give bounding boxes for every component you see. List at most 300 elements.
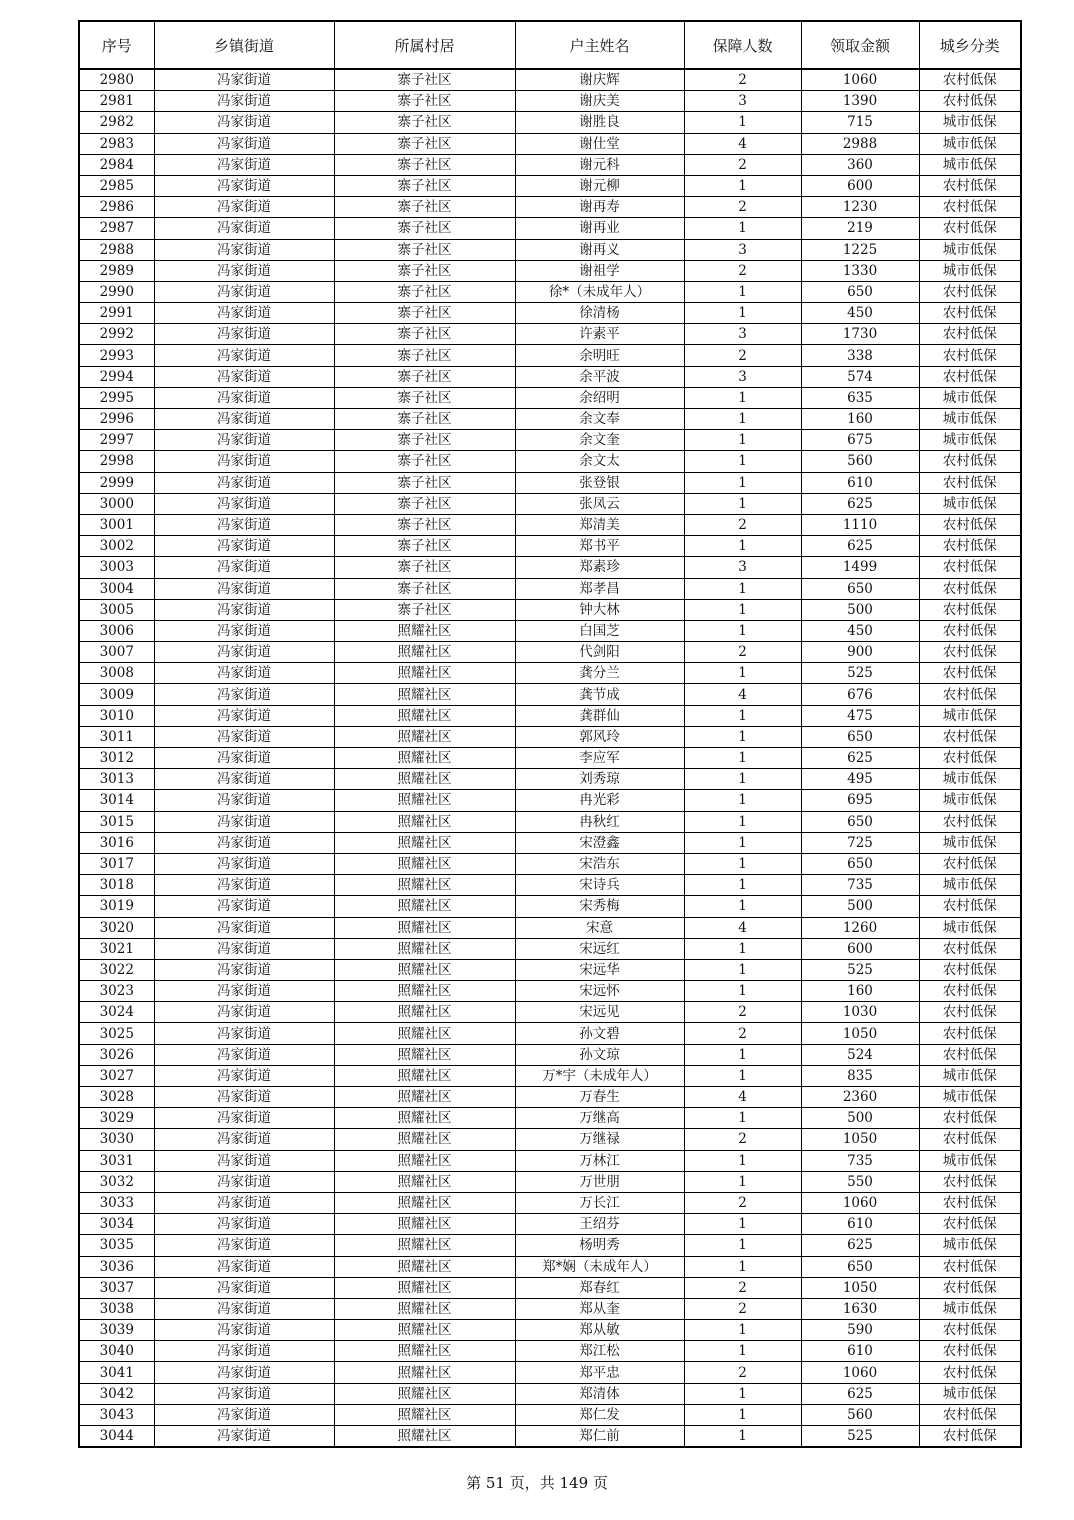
- header-col-category: 城乡分类: [919, 21, 1021, 69]
- cell-col-persons: 1: [684, 451, 801, 472]
- cell-col-township: 冯家街道: [154, 726, 334, 747]
- cell-col-amount: 525: [801, 959, 919, 980]
- table-row: [79, 663, 1021, 684]
- cell-col-amount: 500: [801, 896, 919, 917]
- cell-col-category: 农村低保: [919, 620, 1021, 641]
- cell-col-village: 照耀社区: [334, 726, 515, 747]
- cell-col-householder: 余平波: [515, 366, 684, 387]
- cell-col-village: 寨子社区: [334, 281, 515, 302]
- table-row: [79, 938, 1021, 959]
- cell-col-persons: 2: [684, 1129, 801, 1150]
- cell-col-village: 寨子社区: [334, 387, 515, 408]
- cell-col-index: 3020: [79, 917, 154, 938]
- cell-col-persons: 1: [684, 811, 801, 832]
- cell-col-township: 冯家街道: [154, 366, 334, 387]
- cell-col-village: 照耀社区: [334, 1044, 515, 1065]
- cell-col-persons: 1: [684, 303, 801, 324]
- table-row: [79, 684, 1021, 705]
- cell-col-persons: 1: [684, 218, 801, 239]
- cell-col-index: 3041: [79, 1362, 154, 1383]
- cell-col-category: 农村低保: [919, 1192, 1021, 1213]
- cell-col-township: 冯家街道: [154, 1404, 334, 1425]
- cell-col-amount: 600: [801, 175, 919, 196]
- cell-col-householder: 万*宇（未成年人）: [515, 1065, 684, 1086]
- table-row: [79, 472, 1021, 493]
- cell-col-amount: 560: [801, 1404, 919, 1425]
- cell-col-householder: 宋远红: [515, 938, 684, 959]
- table-row: [79, 1171, 1021, 1192]
- cell-col-index: 3031: [79, 1150, 154, 1171]
- cell-col-village: 照耀社区: [334, 1277, 515, 1298]
- cell-col-householder: 余明旺: [515, 345, 684, 366]
- cell-col-village: 照耀社区: [334, 1383, 515, 1404]
- cell-col-index: 3038: [79, 1298, 154, 1319]
- cell-col-category: 农村低保: [919, 514, 1021, 535]
- cell-col-village: 寨子社区: [334, 133, 515, 154]
- cell-col-index: 3001: [79, 514, 154, 535]
- cell-col-amount: 625: [801, 1383, 919, 1404]
- cell-col-category: 农村低保: [919, 218, 1021, 239]
- cell-col-township: 冯家街道: [154, 620, 334, 641]
- cell-col-category: 农村低保: [919, 557, 1021, 578]
- cell-col-amount: 1330: [801, 260, 919, 281]
- cell-col-category: 农村低保: [919, 197, 1021, 218]
- cell-col-amount: 1230: [801, 197, 919, 218]
- cell-col-persons: 4: [684, 917, 801, 938]
- cell-col-householder: 刘秀琼: [515, 769, 684, 790]
- table-row: [79, 1002, 1021, 1023]
- cell-col-index: 3010: [79, 705, 154, 726]
- cell-col-township: 冯家街道: [154, 133, 334, 154]
- cell-col-township: 冯家街道: [154, 1298, 334, 1319]
- cell-col-index: 3032: [79, 1171, 154, 1192]
- cell-col-category: 农村低保: [919, 1341, 1021, 1362]
- cell-col-persons: 1: [684, 790, 801, 811]
- cell-col-amount: 574: [801, 366, 919, 387]
- cell-col-amount: 160: [801, 981, 919, 1002]
- cell-col-amount: 160: [801, 409, 919, 430]
- table-row: [79, 1192, 1021, 1213]
- cell-col-amount: 475: [801, 705, 919, 726]
- cell-col-householder: 李应军: [515, 748, 684, 769]
- header-row: [79, 21, 1021, 69]
- table-row: [79, 324, 1021, 345]
- table-row: [79, 853, 1021, 874]
- cell-col-amount: 625: [801, 1235, 919, 1256]
- cell-col-village: 寨子社区: [334, 472, 515, 493]
- cell-col-persons: 4: [684, 684, 801, 705]
- header-col-index: 序号: [79, 21, 154, 69]
- cell-col-persons: 1: [684, 705, 801, 726]
- cell-col-persons: 1: [684, 981, 801, 1002]
- table-row: [79, 790, 1021, 811]
- cell-col-village: 寨子社区: [334, 578, 515, 599]
- cell-col-householder: 许素平: [515, 324, 684, 345]
- cell-col-index: 3025: [79, 1023, 154, 1044]
- cell-col-amount: 835: [801, 1065, 919, 1086]
- cell-col-persons: 4: [684, 1087, 801, 1108]
- cell-col-persons: 2: [684, 69, 801, 91]
- cell-col-township: 冯家街道: [154, 1002, 334, 1023]
- cell-col-village: 照耀社区: [334, 1214, 515, 1235]
- cell-col-village: 照耀社区: [334, 811, 515, 832]
- cell-col-village: 寨子社区: [334, 409, 515, 430]
- cell-col-township: 冯家街道: [154, 91, 334, 112]
- page-number-footer: 第 51 页，共 149 页: [466, 1474, 608, 1492]
- cell-col-category: 农村低保: [919, 303, 1021, 324]
- cell-col-township: 冯家街道: [154, 281, 334, 302]
- cell-col-category: 农村低保: [919, 536, 1021, 557]
- cell-col-township: 冯家街道: [154, 472, 334, 493]
- cell-col-township: 冯家街道: [154, 1023, 334, 1044]
- cell-col-category: 城市低保: [919, 133, 1021, 154]
- cell-col-village: 寨子社区: [334, 91, 515, 112]
- cell-col-amount: 1730: [801, 324, 919, 345]
- cell-col-householder: 万林江: [515, 1150, 684, 1171]
- cell-col-township: 冯家街道: [154, 1044, 334, 1065]
- cell-col-amount: 525: [801, 663, 919, 684]
- cell-col-amount: 1060: [801, 69, 919, 91]
- cell-col-township: 冯家街道: [154, 345, 334, 366]
- cell-col-amount: 1260: [801, 917, 919, 938]
- cell-col-index: 2990: [79, 281, 154, 302]
- cell-col-township: 冯家街道: [154, 981, 334, 1002]
- cell-col-amount: 625: [801, 536, 919, 557]
- cell-col-amount: 650: [801, 853, 919, 874]
- cell-col-persons: 1: [684, 578, 801, 599]
- cell-col-category: 农村低保: [919, 91, 1021, 112]
- cell-col-category: 农村低保: [919, 896, 1021, 917]
- cell-col-householder: 万继高: [515, 1108, 684, 1129]
- cell-col-category: 城市低保: [919, 154, 1021, 175]
- cell-col-amount: 219: [801, 218, 919, 239]
- cell-col-index: 2984: [79, 154, 154, 175]
- cell-col-householder: 郭风玲: [515, 726, 684, 747]
- cell-col-category: 城市低保: [919, 1065, 1021, 1086]
- cell-col-amount: 450: [801, 303, 919, 324]
- cell-col-township: 冯家街道: [154, 642, 334, 663]
- table-row: [79, 1087, 1021, 1108]
- cell-col-householder: 郑春红: [515, 1277, 684, 1298]
- table-row: [79, 981, 1021, 1002]
- cell-col-category: 城市低保: [919, 705, 1021, 726]
- cell-col-township: 冯家街道: [154, 260, 334, 281]
- cell-col-index: 3017: [79, 853, 154, 874]
- cell-col-householder: 郑素珍: [515, 557, 684, 578]
- cell-col-persons: 1: [684, 1341, 801, 1362]
- cell-col-category: 城市低保: [919, 112, 1021, 133]
- cell-col-village: 照耀社区: [334, 1298, 515, 1319]
- cell-col-village: 照耀社区: [334, 959, 515, 980]
- cell-col-township: 冯家街道: [154, 1362, 334, 1383]
- cell-col-category: 农村低保: [919, 1044, 1021, 1065]
- cell-col-persons: 2: [684, 1298, 801, 1319]
- cell-col-amount: 695: [801, 790, 919, 811]
- cell-col-amount: 900: [801, 642, 919, 663]
- cell-col-persons: 4: [684, 133, 801, 154]
- cell-col-amount: 495: [801, 769, 919, 790]
- cell-col-category: 城市低保: [919, 430, 1021, 451]
- cell-col-householder: 代剑阳: [515, 642, 684, 663]
- cell-col-persons: 2: [684, 345, 801, 366]
- cell-col-index: 3039: [79, 1320, 154, 1341]
- table-row: [79, 451, 1021, 472]
- table-row: [79, 1129, 1021, 1150]
- cell-col-index: 2981: [79, 91, 154, 112]
- cell-col-householder: 龚分兰: [515, 663, 684, 684]
- cell-col-amount: 1050: [801, 1129, 919, 1150]
- cell-col-amount: 735: [801, 875, 919, 896]
- cell-col-householder: 郑从奎: [515, 1298, 684, 1319]
- cell-col-persons: 2: [684, 197, 801, 218]
- cell-col-amount: 1499: [801, 557, 919, 578]
- cell-col-householder: 郑仁发: [515, 1404, 684, 1425]
- cell-col-persons: 1: [684, 536, 801, 557]
- cell-col-persons: 2: [684, 1277, 801, 1298]
- cell-col-amount: 1225: [801, 239, 919, 260]
- cell-col-householder: 宋浩东: [515, 853, 684, 874]
- cell-col-village: 照耀社区: [334, 642, 515, 663]
- cell-col-township: 冯家街道: [154, 1150, 334, 1171]
- cell-col-township: 冯家街道: [154, 493, 334, 514]
- cell-col-persons: 1: [684, 875, 801, 896]
- cell-col-category: 农村低保: [919, 599, 1021, 620]
- cell-col-persons: 2: [684, 154, 801, 175]
- table-row: [79, 875, 1021, 896]
- cell-col-index: 3007: [79, 642, 154, 663]
- table-row: [79, 493, 1021, 514]
- cell-col-index: 2986: [79, 197, 154, 218]
- cell-col-householder: 冉秋红: [515, 811, 684, 832]
- cell-col-index: 3000: [79, 493, 154, 514]
- cell-col-village: 照耀社区: [334, 1171, 515, 1192]
- cell-col-township: 冯家街道: [154, 1171, 334, 1192]
- cell-col-index: 3021: [79, 938, 154, 959]
- cell-col-persons: 2: [684, 1023, 801, 1044]
- cell-col-index: 2998: [79, 451, 154, 472]
- cell-col-township: 冯家街道: [154, 1214, 334, 1235]
- cell-col-index: 3003: [79, 557, 154, 578]
- cell-col-village: 照耀社区: [334, 1192, 515, 1213]
- subsidy-roster-table: [78, 20, 1022, 1448]
- cell-col-category: 城市低保: [919, 409, 1021, 430]
- cell-col-township: 冯家街道: [154, 239, 334, 260]
- cell-col-householder: 谢庆辉: [515, 69, 684, 91]
- cell-col-householder: 龚节成: [515, 684, 684, 705]
- cell-col-index: 3013: [79, 769, 154, 790]
- cell-col-householder: 郑孝昌: [515, 578, 684, 599]
- cell-col-township: 冯家街道: [154, 875, 334, 896]
- cell-col-index: 3037: [79, 1277, 154, 1298]
- cell-col-township: 冯家街道: [154, 175, 334, 196]
- cell-col-category: 农村低保: [919, 853, 1021, 874]
- cell-col-index: 2987: [79, 218, 154, 239]
- cell-col-category: 城市低保: [919, 875, 1021, 896]
- cell-col-index: 3008: [79, 663, 154, 684]
- cell-col-index: 2993: [79, 345, 154, 366]
- cell-col-householder: 余文奉: [515, 409, 684, 430]
- cell-col-persons: 2: [684, 514, 801, 535]
- table-row: [79, 832, 1021, 853]
- cell-col-index: 3035: [79, 1235, 154, 1256]
- cell-col-amount: 625: [801, 493, 919, 514]
- cell-col-category: 城市低保: [919, 493, 1021, 514]
- cell-col-village: 寨子社区: [334, 430, 515, 451]
- cell-col-persons: 1: [684, 896, 801, 917]
- cell-col-householder: 白国芝: [515, 620, 684, 641]
- cell-col-householder: 宋意: [515, 917, 684, 938]
- table-row: [79, 1023, 1021, 1044]
- table-row: [79, 726, 1021, 747]
- table-row: [79, 1426, 1021, 1448]
- cell-col-category: 城市低保: [919, 387, 1021, 408]
- table-row: [79, 1214, 1021, 1235]
- cell-col-householder: 龚群仙: [515, 705, 684, 726]
- cell-col-village: 照耀社区: [334, 748, 515, 769]
- cell-col-index: 3026: [79, 1044, 154, 1065]
- table-header: [79, 21, 1021, 69]
- cell-col-persons: 1: [684, 853, 801, 874]
- cell-col-persons: 1: [684, 175, 801, 196]
- cell-col-category: 农村低保: [919, 1404, 1021, 1425]
- cell-col-township: 冯家街道: [154, 1065, 334, 1086]
- cell-col-index: 2999: [79, 472, 154, 493]
- table-row: [79, 112, 1021, 133]
- cell-col-index: 3034: [79, 1214, 154, 1235]
- table-row: [79, 345, 1021, 366]
- cell-col-householder: 谢再业: [515, 218, 684, 239]
- cell-col-amount: 600: [801, 938, 919, 959]
- cell-col-persons: 1: [684, 472, 801, 493]
- table-row: [79, 1341, 1021, 1362]
- cell-col-township: 冯家街道: [154, 769, 334, 790]
- cell-col-householder: 郑从敏: [515, 1320, 684, 1341]
- cell-col-category: 城市低保: [919, 769, 1021, 790]
- cell-col-index: 3011: [79, 726, 154, 747]
- cell-col-amount: 725: [801, 832, 919, 853]
- cell-col-village: 照耀社区: [334, 1087, 515, 1108]
- cell-col-category: 农村低保: [919, 726, 1021, 747]
- cell-col-township: 冯家街道: [154, 1426, 334, 1448]
- cell-col-householder: 郑仁前: [515, 1426, 684, 1448]
- cell-col-index: 2985: [79, 175, 154, 196]
- cell-col-persons: 2: [684, 1192, 801, 1213]
- cell-col-householder: 余文奎: [515, 430, 684, 451]
- cell-col-amount: 635: [801, 387, 919, 408]
- cell-col-householder: 宋远华: [515, 959, 684, 980]
- cell-col-index: 3022: [79, 959, 154, 980]
- header-col-amount: 领取金额: [801, 21, 919, 69]
- cell-col-township: 冯家街道: [154, 324, 334, 345]
- cell-col-amount: 2988: [801, 133, 919, 154]
- table-row: [79, 430, 1021, 451]
- table-body: [79, 69, 1021, 1447]
- header-col-householder: 户主姓名: [515, 21, 684, 69]
- cell-col-persons: 1: [684, 1214, 801, 1235]
- cell-col-index: 3042: [79, 1383, 154, 1404]
- table-row: [79, 1108, 1021, 1129]
- cell-col-amount: 1390: [801, 91, 919, 112]
- cell-col-township: 冯家街道: [154, 112, 334, 133]
- cell-col-village: 照耀社区: [334, 790, 515, 811]
- cell-col-amount: 524: [801, 1044, 919, 1065]
- cell-col-persons: 2: [684, 1002, 801, 1023]
- cell-col-village: 寨子社区: [334, 218, 515, 239]
- cell-col-amount: 715: [801, 112, 919, 133]
- cell-col-category: 农村低保: [919, 324, 1021, 345]
- cell-col-township: 冯家街道: [154, 917, 334, 938]
- cell-col-village: 寨子社区: [334, 260, 515, 281]
- cell-col-index: 3006: [79, 620, 154, 641]
- cell-col-category: 农村低保: [919, 451, 1021, 472]
- cell-col-index: 3023: [79, 981, 154, 1002]
- cell-col-township: 冯家街道: [154, 514, 334, 535]
- cell-col-householder: 宋秀梅: [515, 896, 684, 917]
- cell-col-index: 3016: [79, 832, 154, 853]
- cell-col-persons: 3: [684, 324, 801, 345]
- cell-col-persons: 1: [684, 1383, 801, 1404]
- table-row: [79, 409, 1021, 430]
- cell-col-township: 冯家街道: [154, 1087, 334, 1108]
- cell-col-index: 3030: [79, 1129, 154, 1150]
- cell-col-township: 冯家街道: [154, 197, 334, 218]
- cell-col-category: 城市低保: [919, 1150, 1021, 1171]
- cell-col-village: 照耀社区: [334, 1256, 515, 1277]
- cell-col-householder: 钟大林: [515, 599, 684, 620]
- cell-col-village: 寨子社区: [334, 112, 515, 133]
- cell-col-township: 冯家街道: [154, 853, 334, 874]
- cell-col-persons: 1: [684, 430, 801, 451]
- cell-col-category: 农村低保: [919, 69, 1021, 91]
- cell-col-householder: 万继禄: [515, 1129, 684, 1150]
- cell-col-township: 冯家街道: [154, 451, 334, 472]
- cell-col-householder: 谢庆美: [515, 91, 684, 112]
- cell-col-amount: 676: [801, 684, 919, 705]
- cell-col-householder: 谢元柳: [515, 175, 684, 196]
- cell-col-index: 2995: [79, 387, 154, 408]
- cell-col-village: 寨子社区: [334, 303, 515, 324]
- cell-col-householder: 徐清杨: [515, 303, 684, 324]
- cell-col-householder: 宋澄鑫: [515, 832, 684, 853]
- cell-col-village: 照耀社区: [334, 1150, 515, 1171]
- cell-col-index: 3028: [79, 1087, 154, 1108]
- cell-col-amount: 360: [801, 154, 919, 175]
- cell-col-village: 寨子社区: [334, 175, 515, 196]
- cell-col-index: 3005: [79, 599, 154, 620]
- cell-col-category: 农村低保: [919, 1023, 1021, 1044]
- cell-col-persons: 3: [684, 557, 801, 578]
- cell-col-amount: 650: [801, 578, 919, 599]
- cell-col-persons: 3: [684, 366, 801, 387]
- table-row: [79, 917, 1021, 938]
- cell-col-category: 农村低保: [919, 345, 1021, 366]
- cell-col-category: 城市低保: [919, 239, 1021, 260]
- cell-col-township: 冯家街道: [154, 154, 334, 175]
- cell-col-category: 城市低保: [919, 917, 1021, 938]
- cell-col-village: 寨子社区: [334, 451, 515, 472]
- cell-col-amount: 625: [801, 748, 919, 769]
- table-row: [79, 1362, 1021, 1383]
- cell-col-amount: 610: [801, 1341, 919, 1362]
- cell-col-amount: 1060: [801, 1362, 919, 1383]
- cell-col-category: 农村低保: [919, 938, 1021, 959]
- cell-col-persons: 1: [684, 620, 801, 641]
- cell-col-index: 3027: [79, 1065, 154, 1086]
- cell-col-amount: 650: [801, 726, 919, 747]
- cell-col-township: 冯家街道: [154, 748, 334, 769]
- cell-col-index: 2991: [79, 303, 154, 324]
- cell-col-householder: 郑江松: [515, 1341, 684, 1362]
